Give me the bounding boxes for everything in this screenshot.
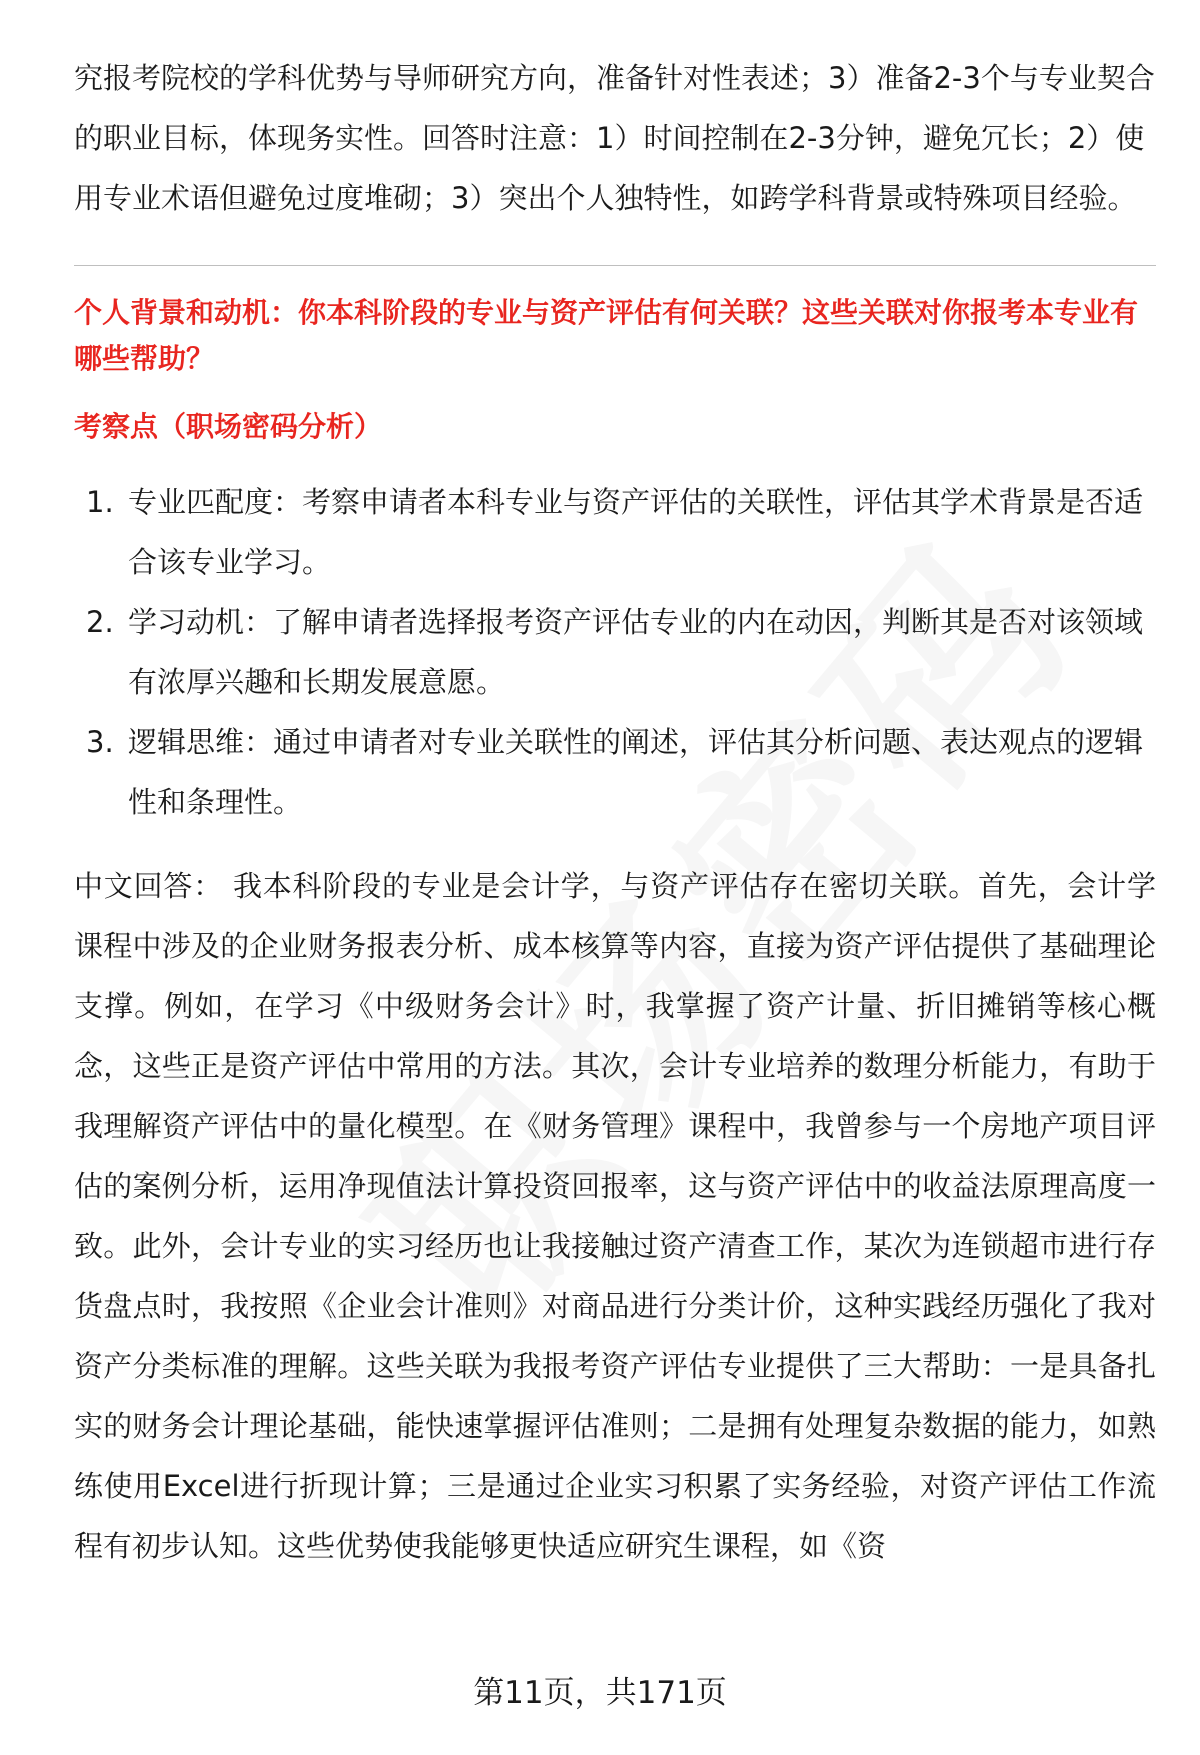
section-divider bbox=[74, 265, 1156, 266]
assessment-points-list bbox=[74, 472, 1156, 832]
list-item-number: 1. bbox=[86, 485, 114, 519]
answer-paragraph: 中文回答： 我本科阶段的专业是会计学，与资产评估存在密切关联。首先，会计学课程中涉及的企业财务报表分析、成本核算等内容，直接为资产评估提供了基础理论支撑。例如，在学习《中级财务会计》时，我掌握了资产计量、折旧摊销等核心概念，这些正是资产评估中常用的方法。其次，会计专业培养的数理分析能力，有助于我理解资产评估中的量化模型。在《财务管理》课程中，我曾参与一个房地产项目评估的案例分析，运用净现值法计算投资回报率，这与资产评估中的收益法原理高度一致。此外，会计专业的实习经历也让我接触过资产清查工作，某次为连锁超市进行存货盘点时，我按照《企业会计准则》对商品进行分类计价，这种实践经历强化了我对资产分类标准的理解。这些关联为我报考资产评估专业提供了三大帮助：一是具备扎实的财务会计理论基础，能快速掌握评估准则；二是拥有处理复杂数据的能力，如熟练使用Excel进行折现计算；三是通过企业实习积累了实务经验，对资产评估工作流程有初步认知。这些优势使我能够更快适应研究生课程，如《资 bbox=[74, 869, 1156, 1563]
assessment-subheading: 考察点（职场密码分析） bbox=[74, 410, 383, 443]
list-item-number: 2. bbox=[86, 605, 114, 639]
page-number: 第11页，共171页 bbox=[473, 1675, 727, 1711]
document-page bbox=[74, 48, 1156, 1605]
list-item-number: 3. bbox=[86, 725, 114, 759]
intro-paragraph: 究报考院校的学科优势与导师研究方向，准备针对性表述；3）准备2-3个与专业契合的职业目标，体现务实性。回答时注意：1）时间控制在2-3分钟，避免冗长；2）使用专业术语但避免过度堆砌；3）突出个人独特性，如跨学科背景或特殊项目经验。 bbox=[74, 61, 1155, 215]
list-item bbox=[74, 592, 1156, 712]
list-item-text: 学习动机：了解申请者选择报考资产评估专业的内在动因，判断其是否对该领域有浓厚兴趣和长期发展意愿。 bbox=[128, 605, 1144, 699]
list-item bbox=[74, 472, 1156, 592]
list-item bbox=[74, 712, 1156, 832]
question-heading: 个人背景和动机：你本科阶段的专业与资产评估有何关联？这些关联对你报考本专业有哪些帮助？ bbox=[74, 296, 1139, 375]
list-item-text: 专业匹配度：考察申请者本科专业与资产评估的关联性，评估其学术背景是否适合该专业学习。 bbox=[128, 485, 1144, 579]
list-item-text: 逻辑思维：通过申请者对专业关联性的阐述，评估其分析问题、表达观点的逻辑性和条理性。 bbox=[128, 725, 1144, 819]
